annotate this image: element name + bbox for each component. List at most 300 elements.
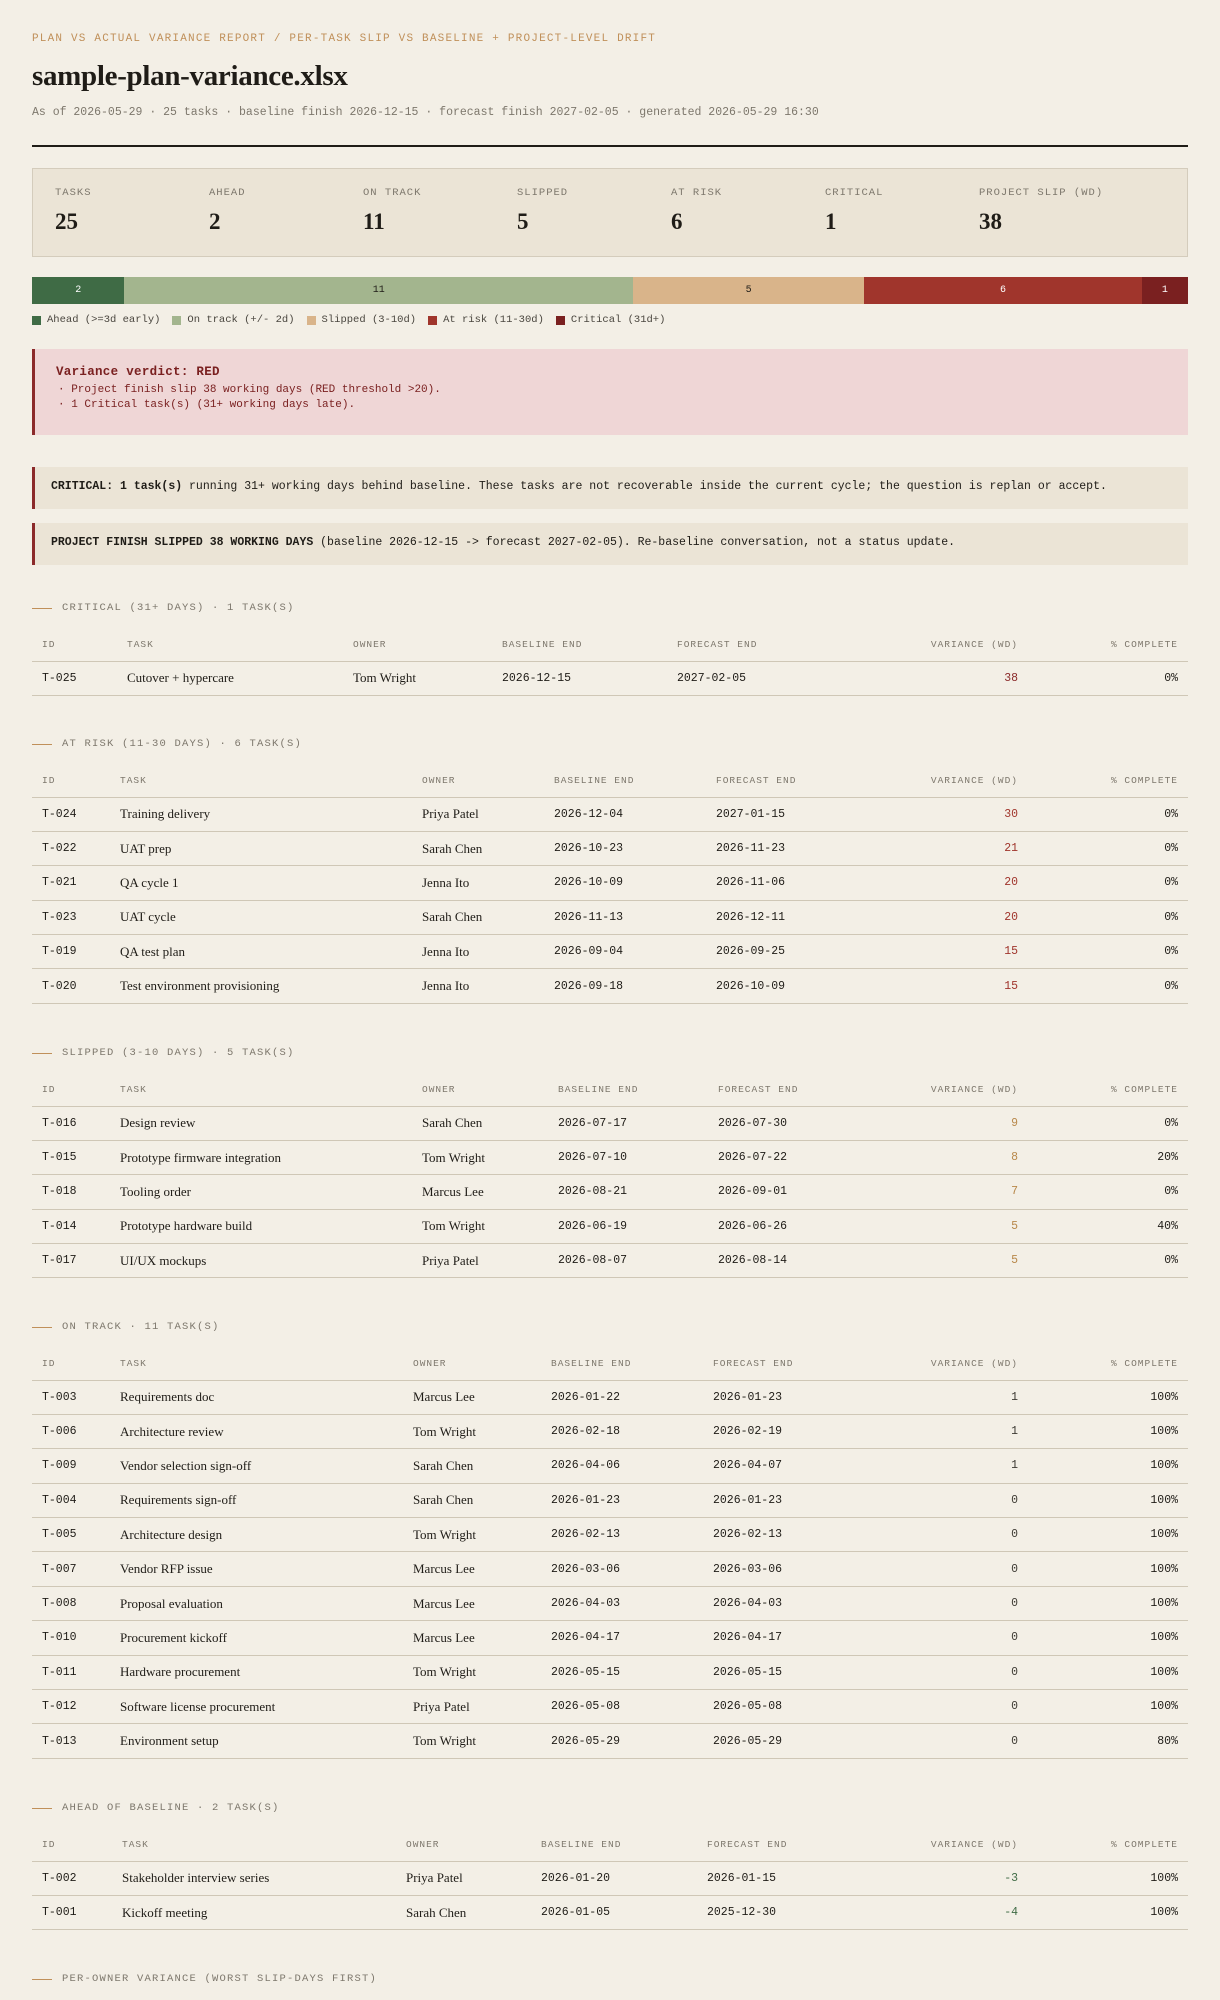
- kpi-at-risk: [671, 187, 722, 235]
- cell-task: Prototype firmware integration: [120, 1140, 422, 1174]
- section-crit: [32, 601, 1188, 696]
- cell-forecast: 2026-04-03: [713, 1586, 888, 1620]
- table-row: [32, 935, 1188, 969]
- kpi-value: 1: [825, 209, 837, 234]
- critical-callout: [32, 467, 1188, 509]
- owner-variance-section: [32, 1972, 1188, 1986]
- cell-task: UAT cycle: [120, 900, 422, 934]
- heading-rule: [32, 1808, 52, 1809]
- cell-owner: Sarah Chen: [422, 1106, 558, 1140]
- legend-swatch: [428, 316, 437, 325]
- kpi-project-slip: [979, 187, 1103, 235]
- cell-task: UAT prep: [120, 831, 422, 865]
- table-row: [32, 1414, 1188, 1448]
- cell-owner: Priya Patel: [413, 1690, 551, 1724]
- column-header-baseline-end: BASELINE END: [502, 635, 677, 661]
- cell-variance: 0: [888, 1552, 1028, 1586]
- task-table: [32, 771, 1188, 1004]
- section-title: SLIPPED (3-10 DAYS) · 5 TASK(S): [62, 1047, 295, 1059]
- cell-forecast: 2026-08-14: [718, 1244, 893, 1278]
- cell-baseline: 2026-04-03: [551, 1586, 713, 1620]
- cell-forecast: 2026-05-15: [713, 1655, 888, 1689]
- cell-owner: Marcus Lee: [413, 1552, 551, 1586]
- column-header-variance: VARIANCE (WD): [891, 771, 1028, 797]
- cell-complete: 0%: [1028, 661, 1188, 695]
- table-row: [32, 1861, 1188, 1895]
- cell-baseline: 2026-01-23: [551, 1483, 713, 1517]
- cell-forecast: 2026-04-07: [713, 1449, 888, 1483]
- cell-id: T-010: [32, 1621, 120, 1655]
- cell-complete: 0%: [1028, 900, 1188, 934]
- section-ok: [32, 1320, 1188, 1759]
- cell-baseline: 2026-05-15: [551, 1655, 713, 1689]
- cell-variance: 0: [888, 1690, 1028, 1724]
- column-header-baseline-end: BASELINE END: [541, 1835, 707, 1861]
- table-row: [32, 1518, 1188, 1552]
- section-heading: [32, 1046, 1188, 1060]
- table-row: [32, 1895, 1188, 1929]
- cell-task: Requirements sign-off: [120, 1483, 413, 1517]
- section-title: PER-OWNER VARIANCE (WORST SLIP-DAYS FIRST): [62, 1973, 378, 1985]
- cell-id: T-022: [32, 831, 120, 865]
- legend-label: Critical (31d+): [570, 314, 666, 326]
- table-row: [32, 1586, 1188, 1620]
- table-row: [32, 1449, 1188, 1483]
- cell-forecast: 2026-10-09: [716, 969, 891, 1003]
- cell-owner: Tom Wright: [413, 1414, 551, 1448]
- table-row: [32, 1552, 1188, 1586]
- cell-baseline: 2026-08-21: [558, 1175, 718, 1209]
- table-row: [32, 1106, 1188, 1140]
- column-header-complete: % COMPLETE: [1028, 1835, 1188, 1861]
- table-row: [32, 1483, 1188, 1517]
- cell-forecast: 2026-12-11: [716, 900, 891, 934]
- legend-swatch: [307, 316, 316, 325]
- legend-item: [172, 314, 294, 326]
- cell-forecast: 2026-03-06: [713, 1552, 888, 1586]
- kpi-label: AHEAD: [209, 187, 246, 199]
- cell-owner: Tom Wright: [413, 1518, 551, 1552]
- cell-baseline: 2026-06-19: [558, 1209, 718, 1243]
- cell-owner: Sarah Chen: [406, 1895, 541, 1929]
- table-row: [32, 1655, 1188, 1689]
- heading-rule: [32, 744, 52, 745]
- table-row: [32, 797, 1188, 831]
- cell-forecast: 2025-12-30: [707, 1895, 882, 1929]
- verdict-line: · 1 Critical task(s) (31+ working days late).: [58, 399, 356, 411]
- column-header-baseline-end: BASELINE END: [558, 1080, 718, 1106]
- column-header-complete: % COMPLETE: [1028, 771, 1188, 797]
- cell-variance: -3: [882, 1861, 1028, 1895]
- cell-id: T-008: [32, 1586, 120, 1620]
- verdict-line: · Project finish slip 38 working days (RED threshold >20).: [58, 384, 441, 396]
- column-header-forecast-end: FORECAST END: [677, 635, 862, 661]
- cell-owner: Tom Wright: [413, 1724, 551, 1758]
- column-header-id: ID: [32, 771, 120, 797]
- cell-id: T-017: [32, 1244, 120, 1278]
- cell-baseline: 2026-10-09: [554, 866, 716, 900]
- cell-task: Vendor RFP issue: [120, 1552, 413, 1586]
- cell-baseline: 2026-01-22: [551, 1380, 713, 1414]
- kpi-value: 6: [671, 209, 683, 234]
- legend-swatch: [556, 316, 565, 325]
- cell-owner: Marcus Lee: [422, 1175, 558, 1209]
- column-header-forecast-end: FORECAST END: [713, 1354, 888, 1380]
- cell-task: Hardware procurement: [120, 1655, 413, 1689]
- legend-label: On track (+/- 2d): [187, 314, 295, 326]
- column-header-task: TASK: [120, 1354, 413, 1380]
- kpi-value: 25: [55, 209, 78, 234]
- cell-id: T-015: [32, 1140, 120, 1174]
- cell-id: T-009: [32, 1449, 120, 1483]
- cell-task: Environment setup: [120, 1724, 413, 1758]
- cell-id: T-020: [32, 969, 120, 1003]
- heading-rule: [32, 1327, 52, 1328]
- cell-id: T-004: [32, 1483, 120, 1517]
- callout-text: (baseline 2026-12-15 -> forecast 2027-02-05). Re-baseline conversation, not a status update.: [313, 536, 956, 549]
- cell-baseline: 2026-08-07: [558, 1244, 718, 1278]
- cell-complete: 100%: [1028, 1895, 1188, 1929]
- column-header-complete: % COMPLETE: [1028, 635, 1188, 661]
- cell-variance: 0: [888, 1621, 1028, 1655]
- kpi-label: PROJECT SLIP (WD): [979, 187, 1104, 199]
- cell-baseline: 2026-03-06: [551, 1552, 713, 1586]
- kpi-label: CRITICAL: [825, 187, 884, 199]
- cell-baseline: 2026-04-17: [551, 1621, 713, 1655]
- cell-task: Architecture review: [120, 1414, 413, 1448]
- cell-variance: 30: [891, 797, 1028, 831]
- cell-variance: 5: [893, 1244, 1028, 1278]
- cell-owner: Tom Wright: [422, 1209, 558, 1243]
- table-row: [32, 969, 1188, 1003]
- cell-forecast: 2026-06-26: [718, 1209, 893, 1243]
- cell-complete: 40%: [1028, 1209, 1188, 1243]
- cell-id: T-013: [32, 1724, 120, 1758]
- callout-emphasis: CRITICAL: 1 task(s): [51, 480, 183, 493]
- cell-forecast: 2026-01-23: [713, 1483, 888, 1517]
- task-table: [32, 635, 1188, 696]
- cell-complete: 100%: [1028, 1380, 1188, 1414]
- table-row: [32, 1621, 1188, 1655]
- column-header-task: TASK: [127, 635, 353, 661]
- cell-forecast: 2027-01-15: [716, 797, 891, 831]
- cell-complete: 0%: [1028, 797, 1188, 831]
- task-table: [32, 1835, 1188, 1930]
- cell-owner: Marcus Lee: [413, 1586, 551, 1620]
- legend-label: At risk (11-30d): [443, 314, 544, 326]
- legend-label: Ahead (>=3d early): [47, 314, 161, 326]
- cell-forecast: 2026-02-19: [713, 1414, 888, 1448]
- cell-owner: Sarah Chen: [413, 1449, 551, 1483]
- cell-baseline: 2026-02-18: [551, 1414, 713, 1448]
- kpi-label: AT RISK: [671, 187, 723, 199]
- cell-complete: 0%: [1028, 1244, 1188, 1278]
- cell-variance: 0: [888, 1518, 1028, 1552]
- section-heading: [32, 1801, 1188, 1815]
- legend-item: [556, 314, 666, 326]
- table-row: [32, 866, 1188, 900]
- cell-variance: 0: [888, 1655, 1028, 1689]
- report-kicker: PLAN VS ACTUAL VARIANCE REPORT / PER-TASK SLIP VS BASELINE + PROJECT-LEVEL DRIFT: [32, 33, 657, 45]
- cell-complete: 0%: [1028, 935, 1188, 969]
- cell-id: T-014: [32, 1209, 120, 1243]
- cell-owner: Jenna Ito: [422, 935, 554, 969]
- kpi-value: 5: [517, 209, 529, 234]
- kpi-slipped: [517, 187, 568, 235]
- column-header-forecast-end: FORECAST END: [707, 1835, 882, 1861]
- page-title: sample-plan-variance.xlsx: [32, 60, 348, 92]
- column-header-id: ID: [32, 1835, 122, 1861]
- cell-owner: Sarah Chen: [422, 831, 554, 865]
- table-header-row: [32, 771, 1188, 797]
- cell-complete: 100%: [1028, 1586, 1188, 1620]
- cell-task: Cutover + hypercare: [127, 661, 353, 695]
- kpi-panel: [32, 168, 1188, 257]
- column-header-forecast-end: FORECAST END: [716, 771, 891, 797]
- cell-task: Tooling order: [120, 1175, 422, 1209]
- table-row: [32, 1724, 1188, 1758]
- cell-task: Prototype hardware build: [120, 1209, 422, 1243]
- cell-forecast: 2026-11-23: [716, 831, 891, 865]
- column-header-task: TASK: [120, 771, 422, 797]
- cell-owner: Marcus Lee: [413, 1621, 551, 1655]
- legend-swatch: [172, 316, 181, 325]
- table-row: [32, 1690, 1188, 1724]
- cell-variance: 20: [891, 866, 1028, 900]
- cell-owner: Marcus Lee: [413, 1380, 551, 1414]
- cell-complete: 100%: [1028, 1449, 1188, 1483]
- cell-owner: Tom Wright: [422, 1140, 558, 1174]
- cell-complete: 80%: [1028, 1724, 1188, 1758]
- cell-complete: 100%: [1028, 1518, 1188, 1552]
- legend-label: Slipped (3-10d): [321, 314, 417, 326]
- cell-complete: 0%: [1028, 1175, 1188, 1209]
- cell-baseline: 2026-10-23: [554, 831, 716, 865]
- section-title: AT RISK (11-30 DAYS) · 6 TASK(S): [62, 738, 303, 750]
- section-heading: [32, 1972, 1188, 1986]
- section-heading: [32, 1320, 1188, 1334]
- cell-id: T-006: [32, 1414, 120, 1448]
- kpi-tasks: [55, 187, 92, 235]
- variance-verdict: [32, 349, 1188, 435]
- section-heading: [32, 737, 1188, 751]
- cell-forecast: 2026-05-08: [713, 1690, 888, 1724]
- table-header-row: [32, 1080, 1188, 1106]
- heading-rule: [32, 1979, 52, 1980]
- cell-owner: Jenna Ito: [422, 866, 554, 900]
- cell-task: QA test plan: [120, 935, 422, 969]
- kpi-label: ON TRACK: [363, 187, 422, 199]
- distribution-segment-at-risk: 6: [864, 277, 1141, 304]
- cell-complete: 100%: [1028, 1655, 1188, 1689]
- cell-variance: 5: [893, 1209, 1028, 1243]
- cell-task: Vendor selection sign-off: [120, 1449, 413, 1483]
- cell-id: T-003: [32, 1380, 120, 1414]
- cell-owner: Tom Wright: [353, 661, 502, 695]
- cell-complete: 20%: [1028, 1140, 1188, 1174]
- column-header-owner: OWNER: [353, 635, 502, 661]
- cell-id: T-005: [32, 1518, 120, 1552]
- cell-variance: 21: [891, 831, 1028, 865]
- cell-variance: 15: [891, 969, 1028, 1003]
- cell-owner: Priya Patel: [422, 1244, 558, 1278]
- project-slip-callout: [32, 523, 1188, 565]
- cell-complete: 0%: [1028, 1106, 1188, 1140]
- column-header-variance: VARIANCE (WD): [888, 1354, 1028, 1380]
- cell-baseline: 2026-11-13: [554, 900, 716, 934]
- cell-variance: 0: [888, 1586, 1028, 1620]
- cell-variance: 1: [888, 1414, 1028, 1448]
- cell-task: Stakeholder interview series: [122, 1861, 406, 1895]
- kpi-value: 2: [209, 209, 221, 234]
- cell-variance: 7: [893, 1175, 1028, 1209]
- cell-forecast: 2026-11-06: [716, 866, 891, 900]
- cell-forecast: 2026-05-29: [713, 1724, 888, 1758]
- column-header-baseline-end: BASELINE END: [554, 771, 716, 797]
- column-header-id: ID: [32, 1354, 120, 1380]
- column-header-variance: VARIANCE (WD): [893, 1080, 1028, 1106]
- column-header-complete: % COMPLETE: [1028, 1080, 1188, 1106]
- kpi-on-track: [363, 187, 421, 235]
- cell-baseline: 2026-07-10: [558, 1140, 718, 1174]
- cell-baseline: 2026-05-08: [551, 1690, 713, 1724]
- heading-rule: [32, 608, 52, 609]
- kpi-ahead: [209, 187, 246, 235]
- cell-variance: 9: [893, 1106, 1028, 1140]
- cell-forecast: 2026-07-22: [718, 1140, 893, 1174]
- cell-baseline: 2026-09-04: [554, 935, 716, 969]
- task-table: [32, 1354, 1188, 1759]
- cell-id: T-012: [32, 1690, 120, 1724]
- cell-id: T-016: [32, 1106, 120, 1140]
- cell-task: Design review: [120, 1106, 422, 1140]
- cell-id: T-018: [32, 1175, 120, 1209]
- cell-complete: 100%: [1028, 1552, 1188, 1586]
- column-header-complete: % COMPLETE: [1028, 1354, 1188, 1380]
- cell-task: Kickoff meeting: [122, 1895, 406, 1929]
- cell-owner: Tom Wright: [413, 1655, 551, 1689]
- cell-id: T-019: [32, 935, 120, 969]
- cell-complete: 0%: [1028, 866, 1188, 900]
- cell-task: Training delivery: [120, 797, 422, 831]
- cell-baseline: 2026-04-06: [551, 1449, 713, 1483]
- cell-task: Proposal evaluation: [120, 1586, 413, 1620]
- cell-baseline: 2026-05-29: [551, 1724, 713, 1758]
- cell-baseline: 2026-12-15: [502, 661, 677, 695]
- cell-complete: 0%: [1028, 969, 1188, 1003]
- cell-forecast: 2026-07-30: [718, 1106, 893, 1140]
- table-header-row: [32, 635, 1188, 661]
- column-header-id: ID: [32, 1080, 120, 1106]
- task-table: [32, 1080, 1188, 1278]
- cell-variance: -4: [882, 1895, 1028, 1929]
- column-header-task: TASK: [122, 1835, 406, 1861]
- distribution-segment-critical: 1: [1142, 277, 1188, 304]
- cell-complete: 0%: [1028, 831, 1188, 865]
- cell-baseline: 2026-01-20: [541, 1861, 707, 1895]
- table-header-row: [32, 1835, 1188, 1861]
- column-header-variance: VARIANCE (WD): [882, 1835, 1028, 1861]
- table-row: [32, 900, 1188, 934]
- table-row: [32, 1244, 1188, 1278]
- legend-item: [307, 314, 417, 326]
- cell-variance: 0: [888, 1724, 1028, 1758]
- cell-task: Requirements doc: [120, 1380, 413, 1414]
- status-legend: [32, 314, 677, 326]
- section-slip: [32, 1046, 1188, 1278]
- table-row: [32, 1209, 1188, 1243]
- cell-variance: 15: [891, 935, 1028, 969]
- distribution-segment-ahead: 2: [32, 277, 124, 304]
- status-distribution-bar: [32, 277, 1188, 304]
- section-title: AHEAD OF BASELINE · 2 TASK(S): [62, 1802, 280, 1814]
- section-title: CRITICAL (31+ DAYS) · 1 TASK(S): [62, 602, 295, 614]
- cell-baseline: 2026-09-18: [554, 969, 716, 1003]
- cell-id: T-023: [32, 900, 120, 934]
- cell-id: T-002: [32, 1861, 122, 1895]
- kpi-value: 38: [979, 209, 1002, 234]
- cell-complete: 100%: [1028, 1483, 1188, 1517]
- column-header-id: ID: [32, 635, 127, 661]
- cell-forecast: 2026-09-25: [716, 935, 891, 969]
- cell-forecast: 2026-04-17: [713, 1621, 888, 1655]
- column-header-owner: OWNER: [422, 1080, 558, 1106]
- cell-baseline: 2026-07-17: [558, 1106, 718, 1140]
- cell-task: Software license procurement: [120, 1690, 413, 1724]
- table-row: [32, 1175, 1188, 1209]
- table-header-row: [32, 1354, 1188, 1380]
- distribution-segment-slipped: 5: [633, 277, 864, 304]
- header-divider: [32, 145, 1188, 147]
- report-subtitle: As of 2026-05-29 · 25 tasks · baseline finish 2026-12-15 · forecast finish 2027-02-05 · generated 2026-05-29 16:30: [32, 106, 819, 119]
- cell-id: T-024: [32, 797, 120, 831]
- column-header-owner: OWNER: [422, 771, 554, 797]
- cell-owner: Priya Patel: [422, 797, 554, 831]
- cell-complete: 100%: [1028, 1414, 1188, 1448]
- cell-id: T-007: [32, 1552, 120, 1586]
- cell-owner: Sarah Chen: [413, 1483, 551, 1517]
- cell-forecast: 2026-01-15: [707, 1861, 882, 1895]
- kpi-value: 11: [363, 209, 385, 234]
- table-row: [32, 1380, 1188, 1414]
- cell-complete: 100%: [1028, 1690, 1188, 1724]
- section-risk: [32, 737, 1188, 1004]
- cell-baseline: 2026-01-05: [541, 1895, 707, 1929]
- kpi-label: SLIPPED: [517, 187, 569, 199]
- column-header-owner: OWNER: [406, 1835, 541, 1861]
- cell-task: Architecture design: [120, 1518, 413, 1552]
- table-row: [32, 831, 1188, 865]
- cell-task: Test environment provisioning: [120, 969, 422, 1003]
- heading-rule: [32, 1053, 52, 1054]
- column-header-task: TASK: [120, 1080, 422, 1106]
- column-header-baseline-end: BASELINE END: [551, 1354, 713, 1380]
- table-row: [32, 661, 1188, 695]
- cell-baseline: 2026-02-13: [551, 1518, 713, 1552]
- table-row: [32, 1140, 1188, 1174]
- cell-id: T-025: [32, 661, 127, 695]
- section-title: ON TRACK · 11 TASK(S): [62, 1321, 220, 1333]
- cell-variance: 38: [862, 661, 1028, 695]
- cell-owner: Priya Patel: [406, 1861, 541, 1895]
- callout-text: running 31+ working days behind baseline. These tasks are not recoverable inside the current cycle; the question is replan or accept.: [182, 480, 1107, 493]
- cell-forecast: 2026-02-13: [713, 1518, 888, 1552]
- cell-variance: 1: [888, 1449, 1028, 1483]
- kpi-critical: [825, 187, 883, 235]
- callout-emphasis: PROJECT FINISH SLIPPED 38 WORKING DAYS: [51, 536, 314, 549]
- cell-complete: 100%: [1028, 1861, 1188, 1895]
- cell-variance: 20: [891, 900, 1028, 934]
